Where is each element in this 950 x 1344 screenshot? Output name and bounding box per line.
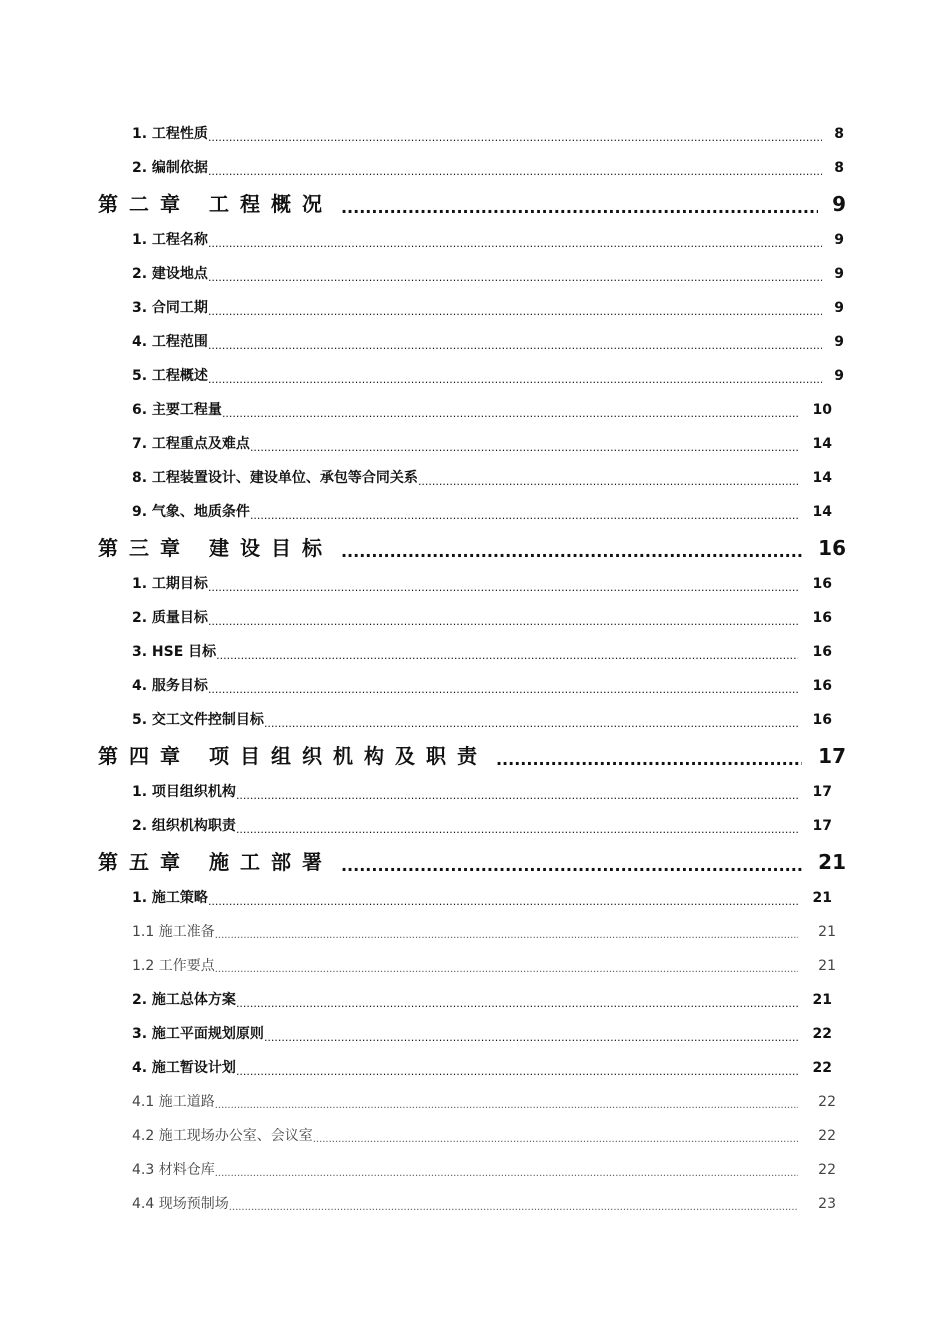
toc-entry-title: 1.2 工作要点: [132, 958, 215, 974]
toc-entry-title: 7. 工程重点及难点: [132, 436, 250, 452]
toc-section-entry[interactable]: [132, 223, 844, 257]
toc-page-number: 16: [818, 536, 846, 560]
toc-section-entry[interactable]: [132, 461, 832, 495]
toc-chapter-entry[interactable]: [98, 185, 846, 223]
toc-page-number: 16: [812, 644, 832, 660]
toc-subsection-entry[interactable]: [132, 1187, 836, 1221]
dot-leader: [208, 609, 798, 635]
toc-subsection-entry[interactable]: [132, 1085, 836, 1119]
dot-leader: [215, 1161, 798, 1187]
toc-section-entry[interactable]: [132, 151, 844, 185]
toc-section-entry[interactable]: [132, 567, 832, 601]
toc-section-entry[interactable]: [132, 117, 844, 151]
toc-section-entry[interactable]: [132, 257, 844, 291]
dot-leader: [250, 435, 798, 461]
toc-entry-title: 第三章 建设目标: [98, 536, 333, 560]
toc-section-entry[interactable]: [132, 601, 832, 635]
toc-chapter-entry[interactable]: [98, 843, 846, 881]
toc-entry-title: 2. 编制依据: [132, 160, 208, 176]
toc-page-number: 22: [812, 1060, 832, 1076]
toc-entry-title: 9. 气象、地质条件: [132, 504, 250, 520]
toc-page-number: 16: [812, 610, 832, 626]
toc-section-entry[interactable]: [132, 1051, 832, 1085]
toc-entry-title: 2. 质量目标: [132, 610, 208, 626]
dot-leader: [264, 1025, 798, 1051]
toc-page-number: 9: [834, 368, 844, 384]
toc-section-entry[interactable]: [132, 495, 832, 529]
dot-leader: [250, 503, 798, 529]
toc-entry-title: 2. 组织机构职责: [132, 818, 236, 834]
dot-leader: [496, 745, 802, 775]
toc-page-number: 14: [812, 436, 832, 452]
dot-leader: [208, 125, 822, 151]
toc-page-number: 21: [812, 890, 832, 906]
dot-leader: [236, 817, 798, 843]
toc-entry-title: 3. 合同工期: [132, 300, 208, 316]
toc-entry-title: 1. 工期目标: [132, 576, 208, 592]
toc-entry-title: 5. 工程概述: [132, 368, 208, 384]
toc-page-number: 21: [818, 958, 836, 974]
toc-entry-title: 1. 施工策略: [132, 890, 208, 906]
dot-leader: [208, 677, 798, 703]
toc-entry-title: 1. 工程性质: [132, 126, 208, 142]
dot-leader: [208, 231, 822, 257]
toc-page-number: 16: [812, 678, 832, 694]
toc-entry-title: 2. 建设地点: [132, 266, 208, 282]
toc-section-entry[interactable]: [132, 775, 832, 809]
dot-leader: [236, 1059, 798, 1085]
dot-leader: [208, 333, 822, 359]
toc-entry-title: 3. HSE 目标: [132, 644, 217, 660]
toc-entry-title: 2. 施工总体方案: [132, 992, 236, 1008]
toc-page-number: 22: [818, 1128, 836, 1144]
toc-section-entry[interactable]: [132, 325, 844, 359]
toc-subsection-entry[interactable]: [132, 1153, 836, 1187]
toc-section-entry[interactable]: [132, 393, 832, 427]
toc-page-number: 14: [812, 470, 832, 486]
toc-page-number: 21: [818, 850, 846, 874]
toc-section-entry[interactable]: [132, 427, 832, 461]
toc-entry-title: 1. 工程名称: [132, 232, 208, 248]
toc-page-number: 10: [812, 402, 832, 418]
dot-leader: [341, 851, 802, 881]
toc-entry-title: 第五章 施工部署: [98, 850, 333, 874]
dot-leader: [229, 1195, 798, 1221]
toc-section-entry[interactable]: [132, 1017, 832, 1051]
toc-section-entry[interactable]: [132, 669, 832, 703]
dot-leader: [216, 643, 798, 669]
dot-leader: [208, 575, 798, 601]
toc-page-number: 9: [834, 300, 844, 316]
toc-entry-title: 4.4 现场预制场: [132, 1196, 229, 1212]
toc-entry-title: 1. 项目组织机构: [132, 784, 236, 800]
toc-section-entry[interactable]: [132, 635, 832, 669]
toc-page-number: 14: [812, 504, 832, 520]
toc-entry-title: 第四章 项目组织机构及职责: [98, 744, 488, 768]
dot-leader: [341, 537, 802, 567]
dot-leader: [418, 469, 798, 495]
dot-leader: [208, 367, 822, 393]
toc-page-number: 16: [812, 576, 832, 592]
toc-section-entry[interactable]: [132, 983, 832, 1017]
dot-leader: [222, 401, 798, 427]
toc-subsection-entry[interactable]: [132, 949, 836, 983]
toc-page-number: 9: [834, 266, 844, 282]
toc-page-number: 22: [818, 1094, 836, 1110]
dot-leader: [208, 299, 822, 325]
toc-page-number: 22: [812, 1026, 832, 1042]
dot-leader: [215, 957, 798, 983]
toc-page-number: 9: [834, 232, 844, 248]
toc-page-number: 23: [818, 1196, 836, 1212]
toc-page-number: 8: [834, 160, 844, 176]
toc-entry-title: 第二章 工程概况: [98, 192, 333, 216]
toc-entry-title: 4.1 施工道路: [132, 1094, 215, 1110]
toc-section-entry[interactable]: [132, 809, 832, 843]
toc-page-number: 22: [818, 1162, 836, 1178]
toc-chapter-entry[interactable]: [98, 737, 846, 775]
toc-entry-title: 5. 交工文件控制目标: [132, 712, 264, 728]
dot-leader: [208, 159, 822, 185]
toc-entry-title: 4. 施工暂设计划: [132, 1060, 236, 1076]
toc-entry-title: 4. 工程范围: [132, 334, 208, 350]
toc-page-number: 8: [834, 126, 844, 142]
dot-leader: [236, 991, 798, 1017]
dot-leader: [341, 193, 818, 223]
toc-section-entry[interactable]: [132, 703, 832, 737]
toc-entry-title: 8. 工程装置设计、建设单位、承包等合同关系: [132, 470, 418, 486]
toc-entry-title: 4.3 材料仓库: [132, 1162, 215, 1178]
toc-entry-title: 6. 主要工程量: [132, 402, 222, 418]
toc-entry-title: 1.1 施工准备: [132, 924, 215, 940]
toc-section-entry[interactable]: [132, 881, 832, 915]
toc-entry-title: 4. 服务目标: [132, 678, 208, 694]
toc-page-number: 21: [812, 992, 832, 1008]
toc-page-number: 17: [812, 784, 832, 800]
toc-page-number: 17: [812, 818, 832, 834]
toc-entry-title: 3. 施工平面规划原则: [132, 1026, 264, 1042]
dot-leader: [208, 889, 798, 915]
dot-leader: [313, 1127, 798, 1153]
toc-subsection-entry[interactable]: [132, 915, 836, 949]
toc-chapter-entry[interactable]: [98, 529, 846, 567]
toc-section-entry[interactable]: [132, 291, 844, 325]
toc-page-number: 9: [832, 192, 846, 216]
toc-page-number: 21: [818, 924, 836, 940]
toc-subsection-entry[interactable]: [132, 1119, 836, 1153]
dot-leader: [215, 1093, 798, 1119]
toc-page-number: 16: [812, 712, 832, 728]
dot-leader: [215, 923, 798, 949]
dot-leader: [236, 783, 798, 809]
dot-leader: [264, 711, 798, 737]
toc-entry-title: 4.2 施工现场办公室、会议室: [132, 1128, 313, 1144]
toc-page-number: 9: [834, 334, 844, 350]
toc-section-entry[interactable]: [132, 359, 844, 393]
table-of-contents: [0, 117, 950, 1221]
toc-page-number: 17: [818, 744, 846, 768]
dot-leader: [208, 265, 822, 291]
